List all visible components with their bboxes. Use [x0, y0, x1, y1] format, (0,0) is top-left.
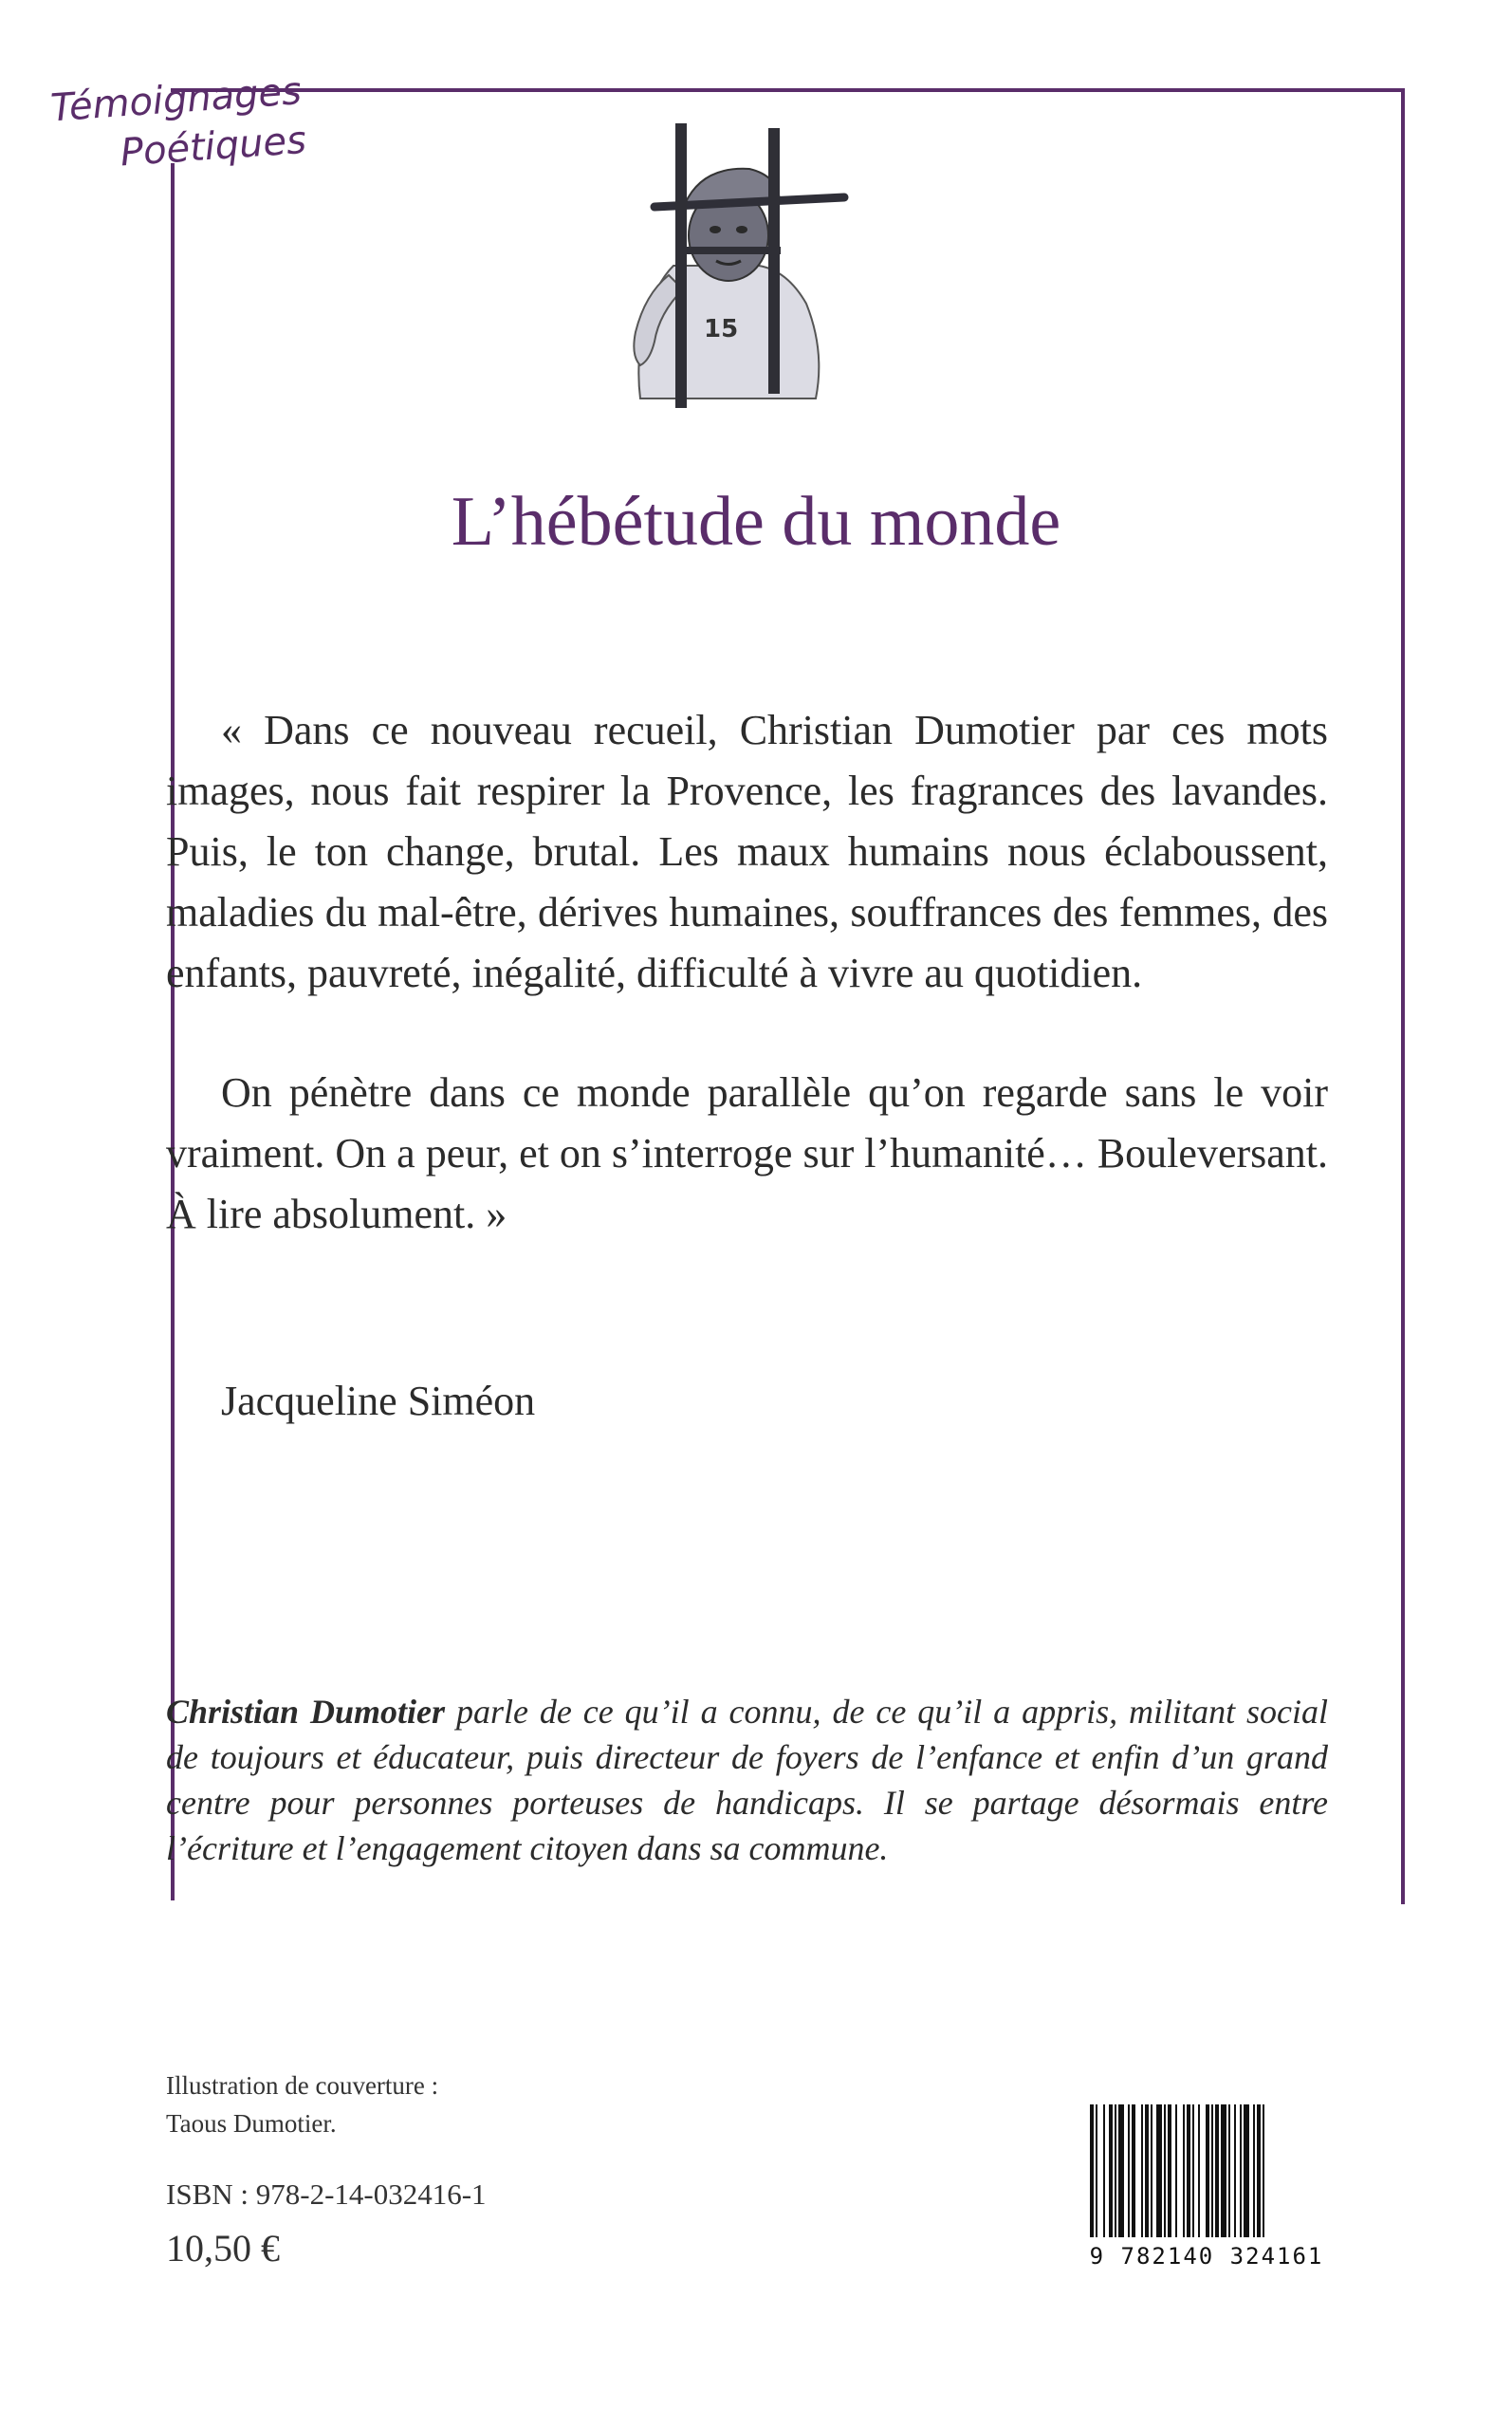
- barcode-bar: [1151, 2104, 1152, 2237]
- series-label: [49, 65, 341, 183]
- illustration-credits: [166, 2066, 438, 2142]
- back-cover-quote: [166, 700, 1328, 1245]
- barcode-bar: [1183, 2104, 1185, 2237]
- barcode-bar: [1192, 2104, 1194, 2237]
- barcode-bar: [1257, 2104, 1261, 2237]
- barcode-bar: [1263, 2104, 1264, 2237]
- barcode-bar: [1115, 2104, 1116, 2237]
- svg-text:15: 15: [704, 315, 739, 343]
- barcode-bar: [1187, 2104, 1190, 2237]
- barcode-bar: [1096, 2104, 1097, 2237]
- barcode-bar: [1206, 2104, 1209, 2237]
- author-name: Christian Dumotier: [166, 1693, 446, 1731]
- barcode-bar: [1103, 2104, 1105, 2237]
- credits-label: Illustration de couverture :: [166, 2071, 439, 2100]
- author-bio-text: parle de ce qu’il a connu, de ce qu’il a appris, militant social de toujours et éducateur, puis directeur de foyers de l’enfance et enfin d’un grand centre pour personnes porteuses de handicaps. Il se partage désormais entre l’écriture et l’engagement citoyen dans sa commune.: [166, 1693, 1328, 1867]
- barcode-bar: [1141, 2104, 1143, 2237]
- barcode-bar: [1156, 2104, 1162, 2237]
- barcode-bar: [1240, 2104, 1242, 2237]
- barcode-bar: [1253, 2104, 1255, 2237]
- quote-paragraph-2: On pénètre dans ce monde parallèle qu’on regarde sans le voir vraiment. On a peur, et on s’interroge sur l’humanité… Bouleversant. À lire absolument. »: [166, 1069, 1328, 1237]
- quote-author: Jacqueline Siméon: [221, 1378, 536, 1424]
- barcode-bar: [1175, 2104, 1177, 2237]
- series-line2: Poétiques: [119, 118, 308, 176]
- barcode-bar: [1109, 2104, 1113, 2237]
- barcode-bar: [1215, 2104, 1219, 2237]
- barcode-bar: [1211, 2104, 1213, 2237]
- barcode-bar: [1221, 2104, 1226, 2237]
- boy-behind-bars-illustration: [617, 123, 863, 446]
- barcode-bar: [1198, 2104, 1200, 2237]
- barcode-icon: [1077, 2104, 1337, 2266]
- quote-paragraph-1: « Dans ce nouveau recueil, Christian Dumotier par ces mots images, nous fait respirer la Provence, les fragrances des lavandes. Puis, le ton change, brutal. Les maux humains nous éclaboussent, maladies du mal-être, dérives humaines, souffrances des femmes, des enfants, pauvreté, inégalité, difficulté à vivre au quotidien.: [166, 707, 1328, 996]
- barcode-bar: [1128, 2104, 1130, 2237]
- isbn-number: ISBN : 978-2-14-032416-1: [166, 2177, 487, 2211]
- barcode-bar: [1118, 2104, 1124, 2237]
- barcode-bar: [1145, 2104, 1149, 2237]
- barcode-bar: [1228, 2104, 1230, 2237]
- barcode-bar: [1132, 2104, 1135, 2237]
- barcode-bars: [1077, 2104, 1337, 2247]
- barcode-bar: [1164, 2104, 1166, 2237]
- barcode-bar: [1090, 2104, 1094, 2237]
- barcode-digits: 9 782140 324161: [1089, 2243, 1324, 2270]
- barcode-bar: [1234, 2104, 1236, 2237]
- credits-name: Taous Dumotier.: [166, 2109, 337, 2138]
- barcode-bar: [1168, 2104, 1171, 2237]
- series-line1: Témoignages: [48, 69, 304, 131]
- author-bio: [166, 1689, 1328, 1871]
- barcode-bar: [1244, 2104, 1249, 2237]
- book-title: L’hébétude du monde: [451, 483, 1061, 561]
- book-price: 10,50 €: [166, 2227, 280, 2270]
